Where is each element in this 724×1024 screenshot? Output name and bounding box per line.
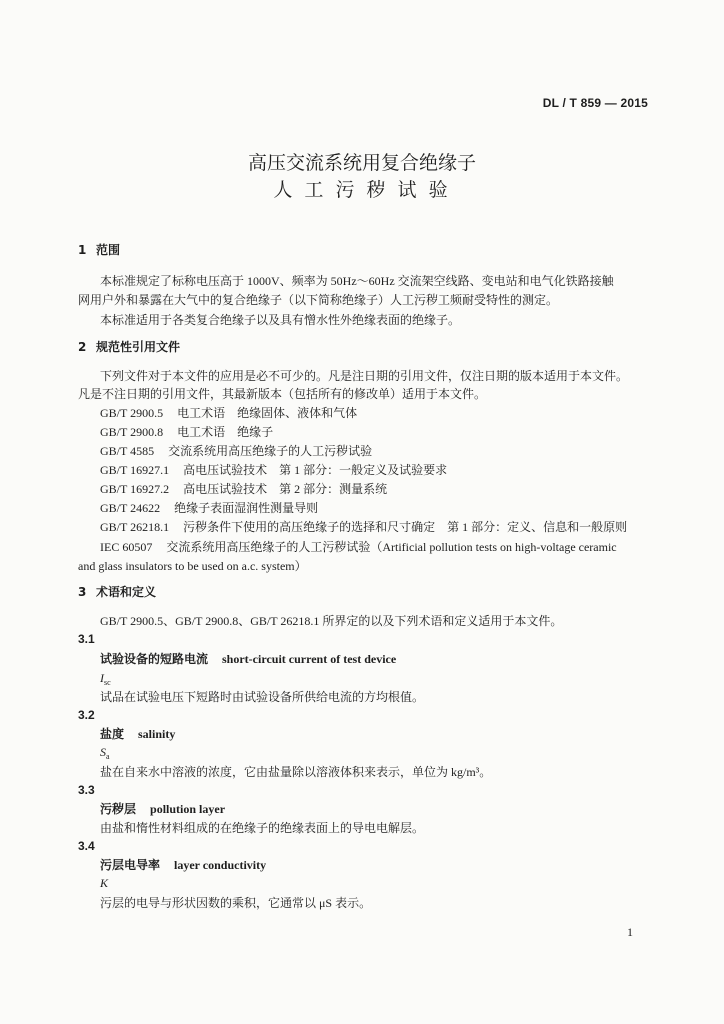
term-number: 3.4 — [78, 839, 95, 853]
standard-code: DL / T 859 — 2015 — [542, 96, 648, 110]
symbol-letter: I — [100, 671, 104, 685]
reference-item — [100, 482, 387, 496]
term-definition: 污层的电导与形状因数的乘积，它通常以 μS 表示。 — [100, 896, 372, 910]
reference-item — [100, 520, 627, 534]
term-name — [100, 727, 175, 741]
paragraph-line: 下列文件对于本文件的应用是必不可少的。凡是注日期的引用文件，仅注日期的版本适用于本文件。 — [100, 369, 629, 383]
reference-title: 高电压试验技术 第 1 部分：一般定义及试验要求 — [183, 463, 448, 477]
reference-title: 交流系统用高压绝缘子的人工污秽试验 — [168, 444, 373, 458]
term-symbol — [100, 876, 108, 890]
reference-item — [100, 425, 273, 439]
term-definition: 试品在试验电压下短路时由试验设备所供给电流的方均根值。 — [100, 690, 425, 704]
term-name-en: short-circuit current of test device — [222, 652, 397, 666]
document-title: 高压交流系统用复合绝缘子 — [247, 152, 476, 174]
reference-item — [100, 406, 357, 420]
paragraph-line: 本标准适用于各类复合绝缘子以及具有憎水性外绝缘表面的绝缘子。 — [100, 313, 461, 327]
section-title: 术语和定义 — [96, 585, 157, 599]
symbol-subscript: sc — [104, 678, 111, 687]
reference-title: 绝缘子表面湿润性测量导则 — [174, 501, 319, 515]
term-number: 3.2 — [78, 708, 95, 722]
reference-item — [100, 540, 617, 554]
section-title: 规范性引用文件 — [96, 340, 181, 354]
term-name-en: pollution layer — [150, 802, 226, 816]
term-name — [100, 802, 225, 816]
symbol-subscript: a — [106, 752, 110, 761]
reference-title: 高电压试验技术 第 2 部分：测量系统 — [183, 482, 388, 496]
term-name-en: salinity — [138, 727, 176, 741]
section-title: 范围 — [96, 243, 121, 257]
page-number: 1 — [627, 925, 633, 939]
term-number: 3.1 — [78, 632, 95, 646]
reference-code: GB/T 16927.2 — [100, 482, 170, 496]
paragraph-line: GB/T 2900.5、GB/T 2900.8、GB/T 26218.1 所界定的以及下列术语和定义适用于本文件。 — [100, 614, 563, 628]
term-name — [100, 858, 266, 872]
term-definition: 盐在自来水中溶液的浓度，它由盐量除以溶液体积来表示，单位为 kg/m³。 — [100, 765, 492, 779]
term-name-cn: 盐度 — [100, 727, 125, 741]
document-subtitle: 人 工 污 秽 试 验 — [273, 179, 451, 201]
section-number: 1 — [78, 243, 87, 257]
reference-item — [100, 501, 318, 515]
term-name-en: layer conductivity — [174, 858, 267, 872]
reference-title: 污秽条件下使用的高压绝缘子的选择和尺寸确定 第 1 部分：定义、信息和一般原则 — [183, 520, 628, 534]
term-number: 3.3 — [78, 783, 95, 797]
paragraph-line: 本标准规定了标称电压高于 1000V、频率为 50Hz～60Hz 交流架空线路、变电站和电气化铁路接触 — [100, 274, 614, 288]
reference-title: 电工术语 绝缘子 — [177, 425, 274, 439]
term-name-cn: 污秽层 — [100, 802, 137, 816]
term-symbol — [100, 745, 110, 759]
section-number: 3 — [78, 585, 87, 599]
symbol-letter: K — [100, 876, 109, 890]
section-heading-scope — [78, 243, 120, 257]
reference-code: GB/T 4585 — [100, 444, 155, 458]
reference-item — [100, 463, 447, 477]
reference-item — [100, 444, 372, 458]
reference-code: GB/T 26218.1 — [100, 520, 170, 534]
term-name-cn: 试验设备的短路电流 — [100, 652, 209, 666]
symbol-letter: S — [100, 745, 106, 759]
section-heading-terms — [78, 585, 156, 599]
reference-title: 电工术语 绝缘固体、液体和气体 — [177, 406, 358, 420]
reference-code: GB/T 24622 — [100, 501, 161, 515]
reference-code: GB/T 2900.8 — [100, 425, 164, 439]
reference-code: GB/T 2900.5 — [100, 406, 164, 420]
term-symbol — [100, 671, 111, 685]
paragraph-line: 凡是不注日期的引用文件，其最新版本（包括所有的修改单）适用于本文件。 — [78, 387, 487, 401]
term-name — [100, 652, 396, 666]
reference-title-continuation: and glass insulators to be used on a.c. system） — [78, 559, 307, 573]
term-name-cn: 污层电导率 — [100, 858, 161, 872]
reference-title: 交流系统用高压绝缘子的人工污秽试验（Artificial pollution tests on high-voltage ceramic — [166, 540, 617, 554]
reference-code: GB/T 16927.1 — [100, 463, 170, 477]
term-definition: 由盐和惰性材料组成的在绝缘子的绝缘表面上的导电电解层。 — [100, 821, 425, 835]
reference-code: IEC 60507 — [100, 540, 153, 554]
section-number: 2 — [78, 340, 87, 354]
paragraph-line: 网用户外和暴露在大气中的复合绝缘子（以下简称绝缘子）人工污秽工频耐受特性的测定。 — [78, 293, 559, 307]
section-heading-references — [78, 340, 180, 354]
